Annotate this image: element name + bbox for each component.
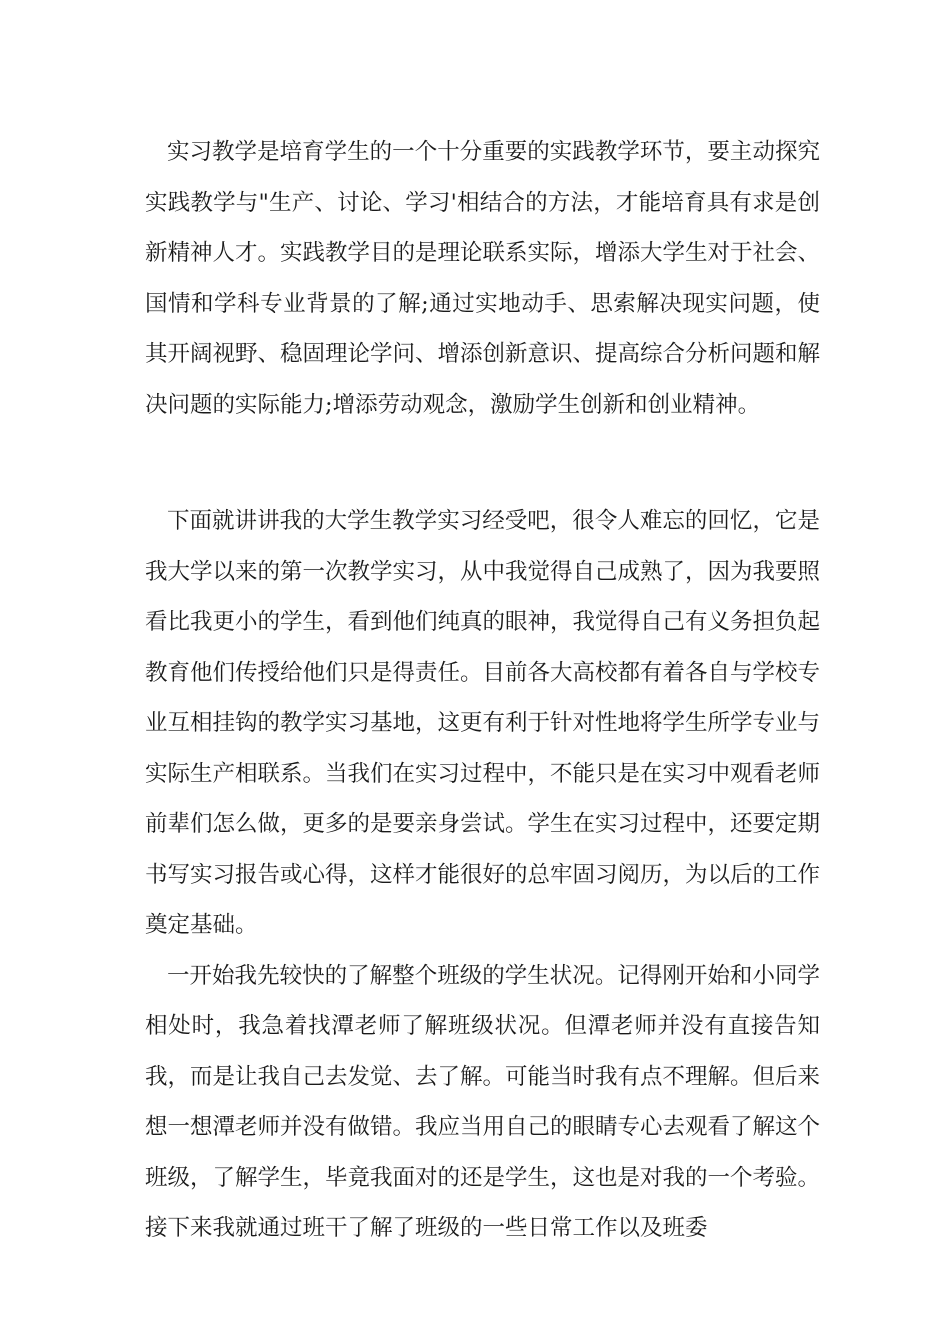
paragraph-2: 下面就讲讲我的大学生教学实习经受吧，很令人难忘的回忆，它是我大学以来的第一次教学实习，从中我觉得自己成熟了，因为我要照看比我更小的学生，看到他们纯真的眼神，我觉得自己有义务担负起教育他们传授给他们只是得责任。目前各大高校都有着各自与学校专业互相挂钩的教学实习基地，这更有利于针对性地将学生所学专业与实际生产相联系。当我们在实习过程中，不能只是在实习中观看老师前辈们怎么做，更多的是要亲身尝试。学生在实习过程中，还要定期书写实习报告或心得，这样才能很好的总牢固习阅历，为以后的工作奠定基础。	[145, 508, 821, 938]
paragraph-3: 一开始我先较快的了解整个班级的学生状况。记得刚开始和小同学相处时，我急着找潭老师了解班级状况。但潭老师并没有直接告知我，而是让我自己去发觉、去了解。可能当时我有点不理解。但后来想一想潭老师并没有做错。我应当用自己的眼睛专心去观看了解这个班级，了解学生，毕竟我面对的还是学生，这也是对我的一个考验。接下来我就通过班干了解了班级的一些日常工作以及班委	[145, 962, 821, 1241]
paragraph-1: 实习教学是培育学生的一个十分重要的实践教学环节，要主动探究实践教学与"生产、讨论、学习'相结合的方法，才能培育具有求是创新精神人才。实践教学目的是理论联系实际，增添大学生对于社会、国情和学科专业背景的了解;通过实地动手、思索解决现实问题，使其开阔视野、稳固理论学问、增添创新意识、提高综合分析问题和解决问题的实际能力;增添劳动观念，激励学生创新和创业精神。	[145, 139, 821, 418]
document-body	[145, 127, 820, 1254]
